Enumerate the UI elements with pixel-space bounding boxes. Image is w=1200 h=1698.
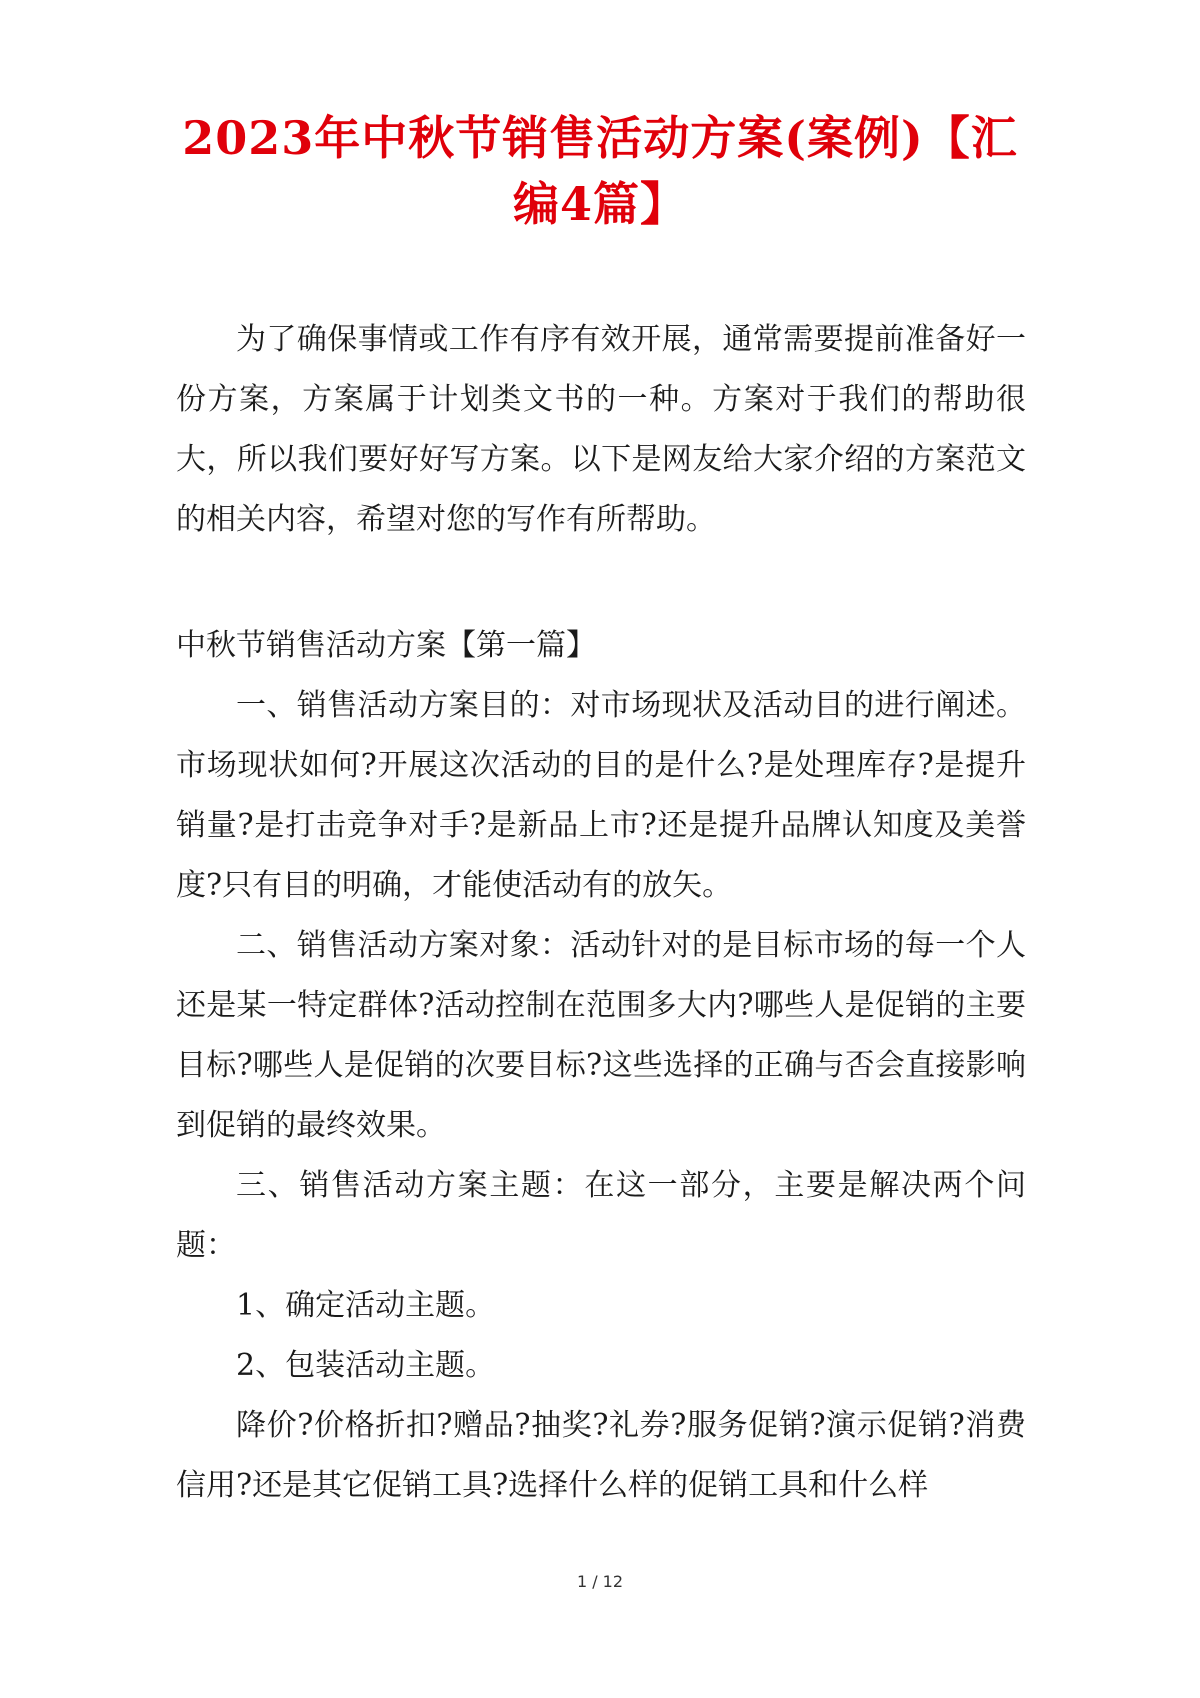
document-title: 2023年中秋节销售活动方案(案例)【汇编4篇】 [182,111,1018,231]
body-paragraph: 三、销售活动方案主题：在这一部分，主要是解决两个问题： [176,1168,1026,1263]
document-body [176,310,1026,1516]
body-paragraph: 2、包装活动主题。 [236,1348,496,1383]
page-number: 1 / 12 [576,1572,624,1591]
body-paragraph: 1、确定活动主题。 [236,1288,496,1323]
body-paragraph: 一、销售活动方案目的：对市场现状及活动目的进行阐述。市场现状如何?开展这次活动的目的是什么?是处理库存?是提升销量?是打击竞争对手?是新品上市?还是提升品牌认知度及美誉度?只有目的明确，才能使活动有的放矢。 [176,688,1026,903]
body-paragraph: 降价?价格折扣?赠品?抽奖?礼券?服务促销?演示促销?消费信用?还是其它促销工具?选择什么样的促销工具和什么样 [176,1408,1026,1503]
body-paragraph: 二、销售活动方案对象：活动针对的是目标市场的每一个人还是某一特定群体?活动控制在范围多大内?哪些人是促销的主要目标?哪些人是促销的次要目标?这些选择的正确与否会直接影响到促销的最终效果。 [176,928,1026,1143]
section-heading: 中秋节销售活动方案【第一篇】 [176,628,596,663]
intro-paragraph: 为了确保事情或工作有序有效开展，通常需要提前准备好一份方案，方案属于计划类文书的一种。方案对于我们的帮助很大，所以我们要好好写方案。以下是网友给大家介绍的方案范文的相关内容，希望对您的写作有所帮助。 [176,322,1026,537]
